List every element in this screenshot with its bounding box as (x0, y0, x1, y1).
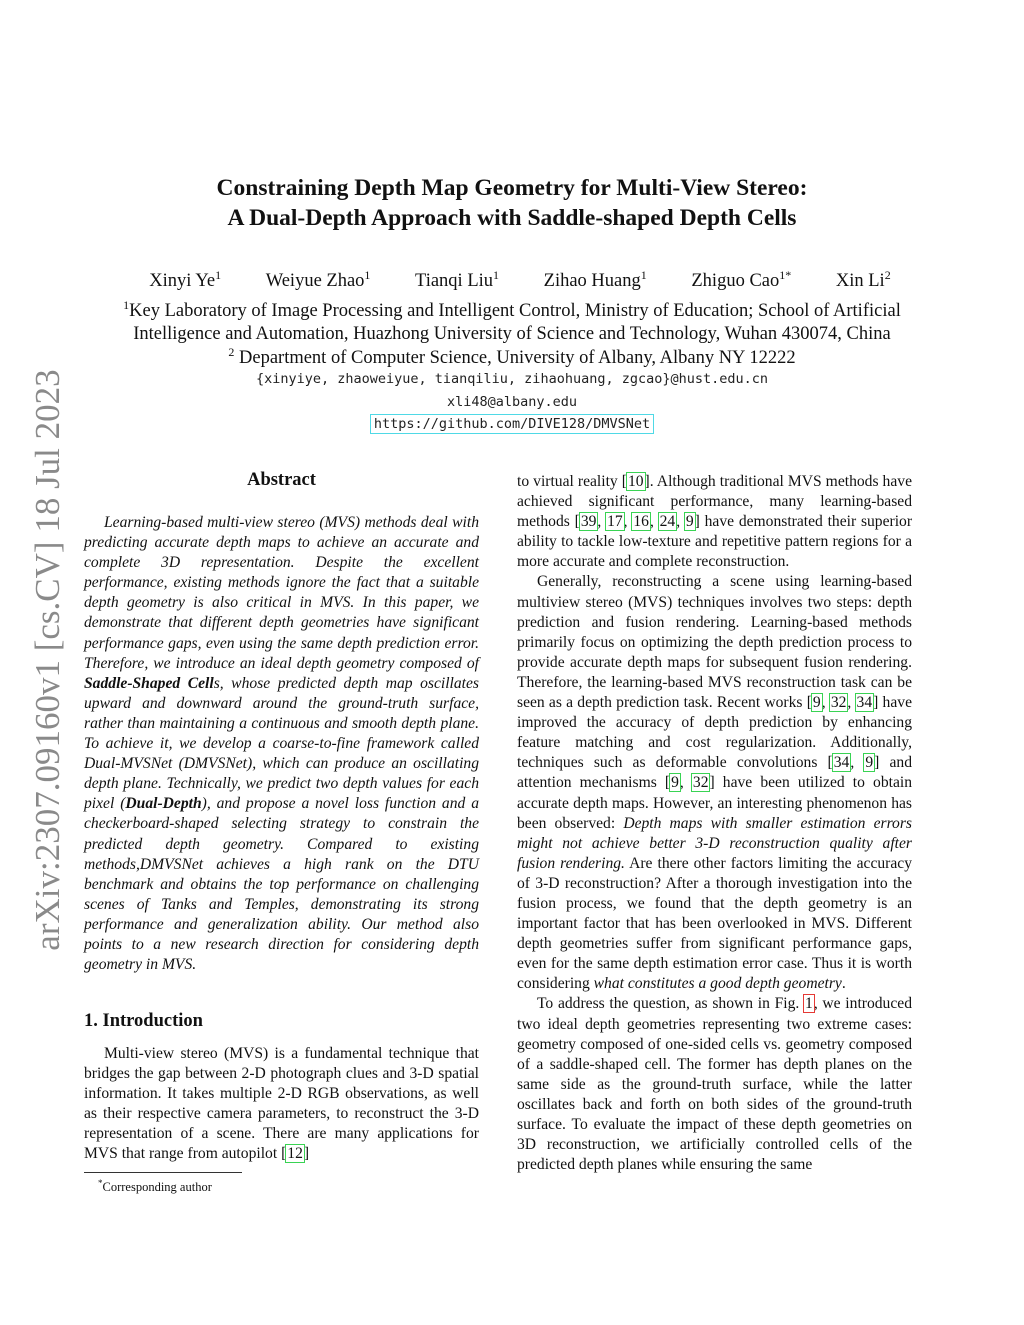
footnote: *Corresponding author (98, 1178, 212, 1195)
author: Tianqi Liu$^1$ (415, 268, 500, 292)
citation-link[interactable]: 9 (812, 694, 821, 712)
citation-link[interactable]: 10 (627, 473, 644, 490)
github-link-row (80, 414, 944, 434)
email-line-2: xli48@albany.edu (446, 394, 578, 410)
figure-link[interactable]: 1 (805, 995, 813, 1013)
author: Weiyue Zhao$^1$ (265, 268, 371, 292)
author-list (90, 268, 950, 292)
intro-paragraph: Multi-view stereo (MVS) is a fundamental technique that bridges the gap between 2-D photograph clues and 3-D spatial information. It takes multiple 2-D RGB observations, as well as their respective camera parameters, to reconstruct the 3-D representation of a scene. There are many applications for MVS that range from autopilot [12] (84, 1045, 479, 1163)
citation-link[interactable]: 39 (580, 513, 597, 531)
author: Zihao Huang$^1$ (543, 268, 647, 292)
title-line-2: A Dual-Depth Approach with Saddle-shaped Depth Cells (227, 205, 797, 231)
abstract-body: Learning-based multi-view stereo (MVS) methods deal with predicting accurate depth maps to achieve an accurate and complete 3D representation. Despite the excellent performance, existing methods ignore the fact that a suitable depth geometry is also critical in MVS. In this paper, we demonstrate that different depth geometries have significant performance gaps, even using the same depth prediction error. Therefore, we introduce an ideal depth geometry composed of Saddle-Shaped Cells, whose predicted depth map oscillates upward and downward around the ground-truth surface, rather than maintaining a continuous and smooth depth plane. To achieve it, we develop a coarse-to-fine framework called Dual-MVSNet (DMVSNet), which can produce an oscillating depth plane. Technically, we predict two depth values for each pixel (Dual-Depth), and propose a novel loss function and a checkerboard-shaped selecting strategy to constrain the predicted depth geometry. Compared to existing methods,DMVSNet achieves a high rank on the DTU benchmark and obtains the top performance on challenging scenes of Tanks and Temples, demonstrating its strong performance and generalization ability. Our method also points to a new research direction for considering depth geometry in MVS. (84, 514, 479, 974)
github-link[interactable]: https://github.com/DIVE128/DMVSNet (370, 414, 654, 434)
citation-link[interactable]: 32 (692, 774, 709, 792)
right-column: to virtual reality [10]. Although traditional MVS methods have achieved significant performance, many learning-based methods [39, 17, 16, 24, 9] have demonstrated their superior ability to tackle low-texture and repetitive pattern regions for a more accurate and complete reconstruction. Generally, reconstructing a scene using learning-based multiview stereo (MVS) techniques involves two steps: depth prediction and fusion rendering. Learning-based methods primarily focus on optimizing the depth prediction process to provide accurate depth maps for subsequent fusion rendering. Therefore, the learning-based MVS reconstruction task can be seen as a depth prediction task. Recent works [9, 32, 34] have improved the accuracy of depth prediction by enhancing feature matching and cost regularization. Additionally, techniques such as deformable convolutions [34, 9] and attention mechanisms [9, 32] have been utilized to obtain accurate depth maps. However, an interesting phenomenon has been observed: Depth maps with smaller estimation errors might not achieve better 3-D reconstruction quality after fusion rendering. Are there other factors limiting the accuracy of 3-D reconstruction? After a thorough investigation into the fusion process, we found that the depth geometry is an important factor that has been overlooked in MVS. Different depth geometries suffer from significant performance gaps, even for the same depth estimation error case. Thus it is worth considering what constitutes a good depth geometry. To address the question, as shown in Fig. 1, we introduced two ideal depth geometries representing two extreme cases: geometry composed of one-sided cells vs. geometry composed of a saddle-shaped cell. The former has depth planes on the same side as the ground-truth surface, while the latter oscillates back and forth on both sides of the ground-truth surface. To evaluate the impact of these depth geometries on 3D reconstruction, we artificially controlled cells of the predicted depth planes while ensuring the same (517, 473, 913, 1174)
citation-link[interactable]: 17 (607, 513, 623, 531)
citation-link[interactable]: 34 (856, 694, 873, 712)
citation-link[interactable]: 9 (671, 774, 679, 792)
affiliation-2: $^2$ Department of Computer Science, University of Albany, Albany NY 12222 (228, 345, 796, 369)
section-heading-introduction: 1. Introduction (84, 1011, 203, 1031)
citation-link[interactable]: 12 (287, 1145, 303, 1163)
citation-link[interactable]: 34 (833, 754, 850, 772)
arxiv-identifier: arXiv:2307.09160v1 [cs.CV] 18 Jul 2023 (28, 369, 67, 951)
abstract-heading: Abstract (247, 470, 316, 490)
email-line-1: {xinyiye, zhaoweiyue, tianqiliu, zihaohuang, zgcao}@hust.edu.cn (255, 371, 769, 387)
citation-link[interactable]: 16 (633, 513, 649, 531)
author: Xin Li$^2$ (835, 268, 891, 292)
author: Xinyi Ye$^1$ (149, 268, 222, 292)
citation-link[interactable]: 9 (865, 754, 874, 772)
title-line-1: Constraining Depth Map Geometry for Multi-View Stereo: (216, 175, 808, 201)
citation-link[interactable]: 24 (659, 513, 676, 531)
author: Zhiguo Cao$^{1*}$ (691, 268, 792, 292)
paper-title (120, 173, 904, 233)
affiliation-1: $^1$Key Laboratory of Image Processing and Intelligent Control, Ministry of Education; School of Artificial Intelligence and Automation, Huazhong University of Science and Technology, Wuhan 430074, China (123, 298, 901, 345)
footnote-divider (84, 1172, 242, 1173)
citation-link[interactable]: 9 (685, 513, 694, 531)
citation-link[interactable]: 32 (830, 694, 847, 712)
